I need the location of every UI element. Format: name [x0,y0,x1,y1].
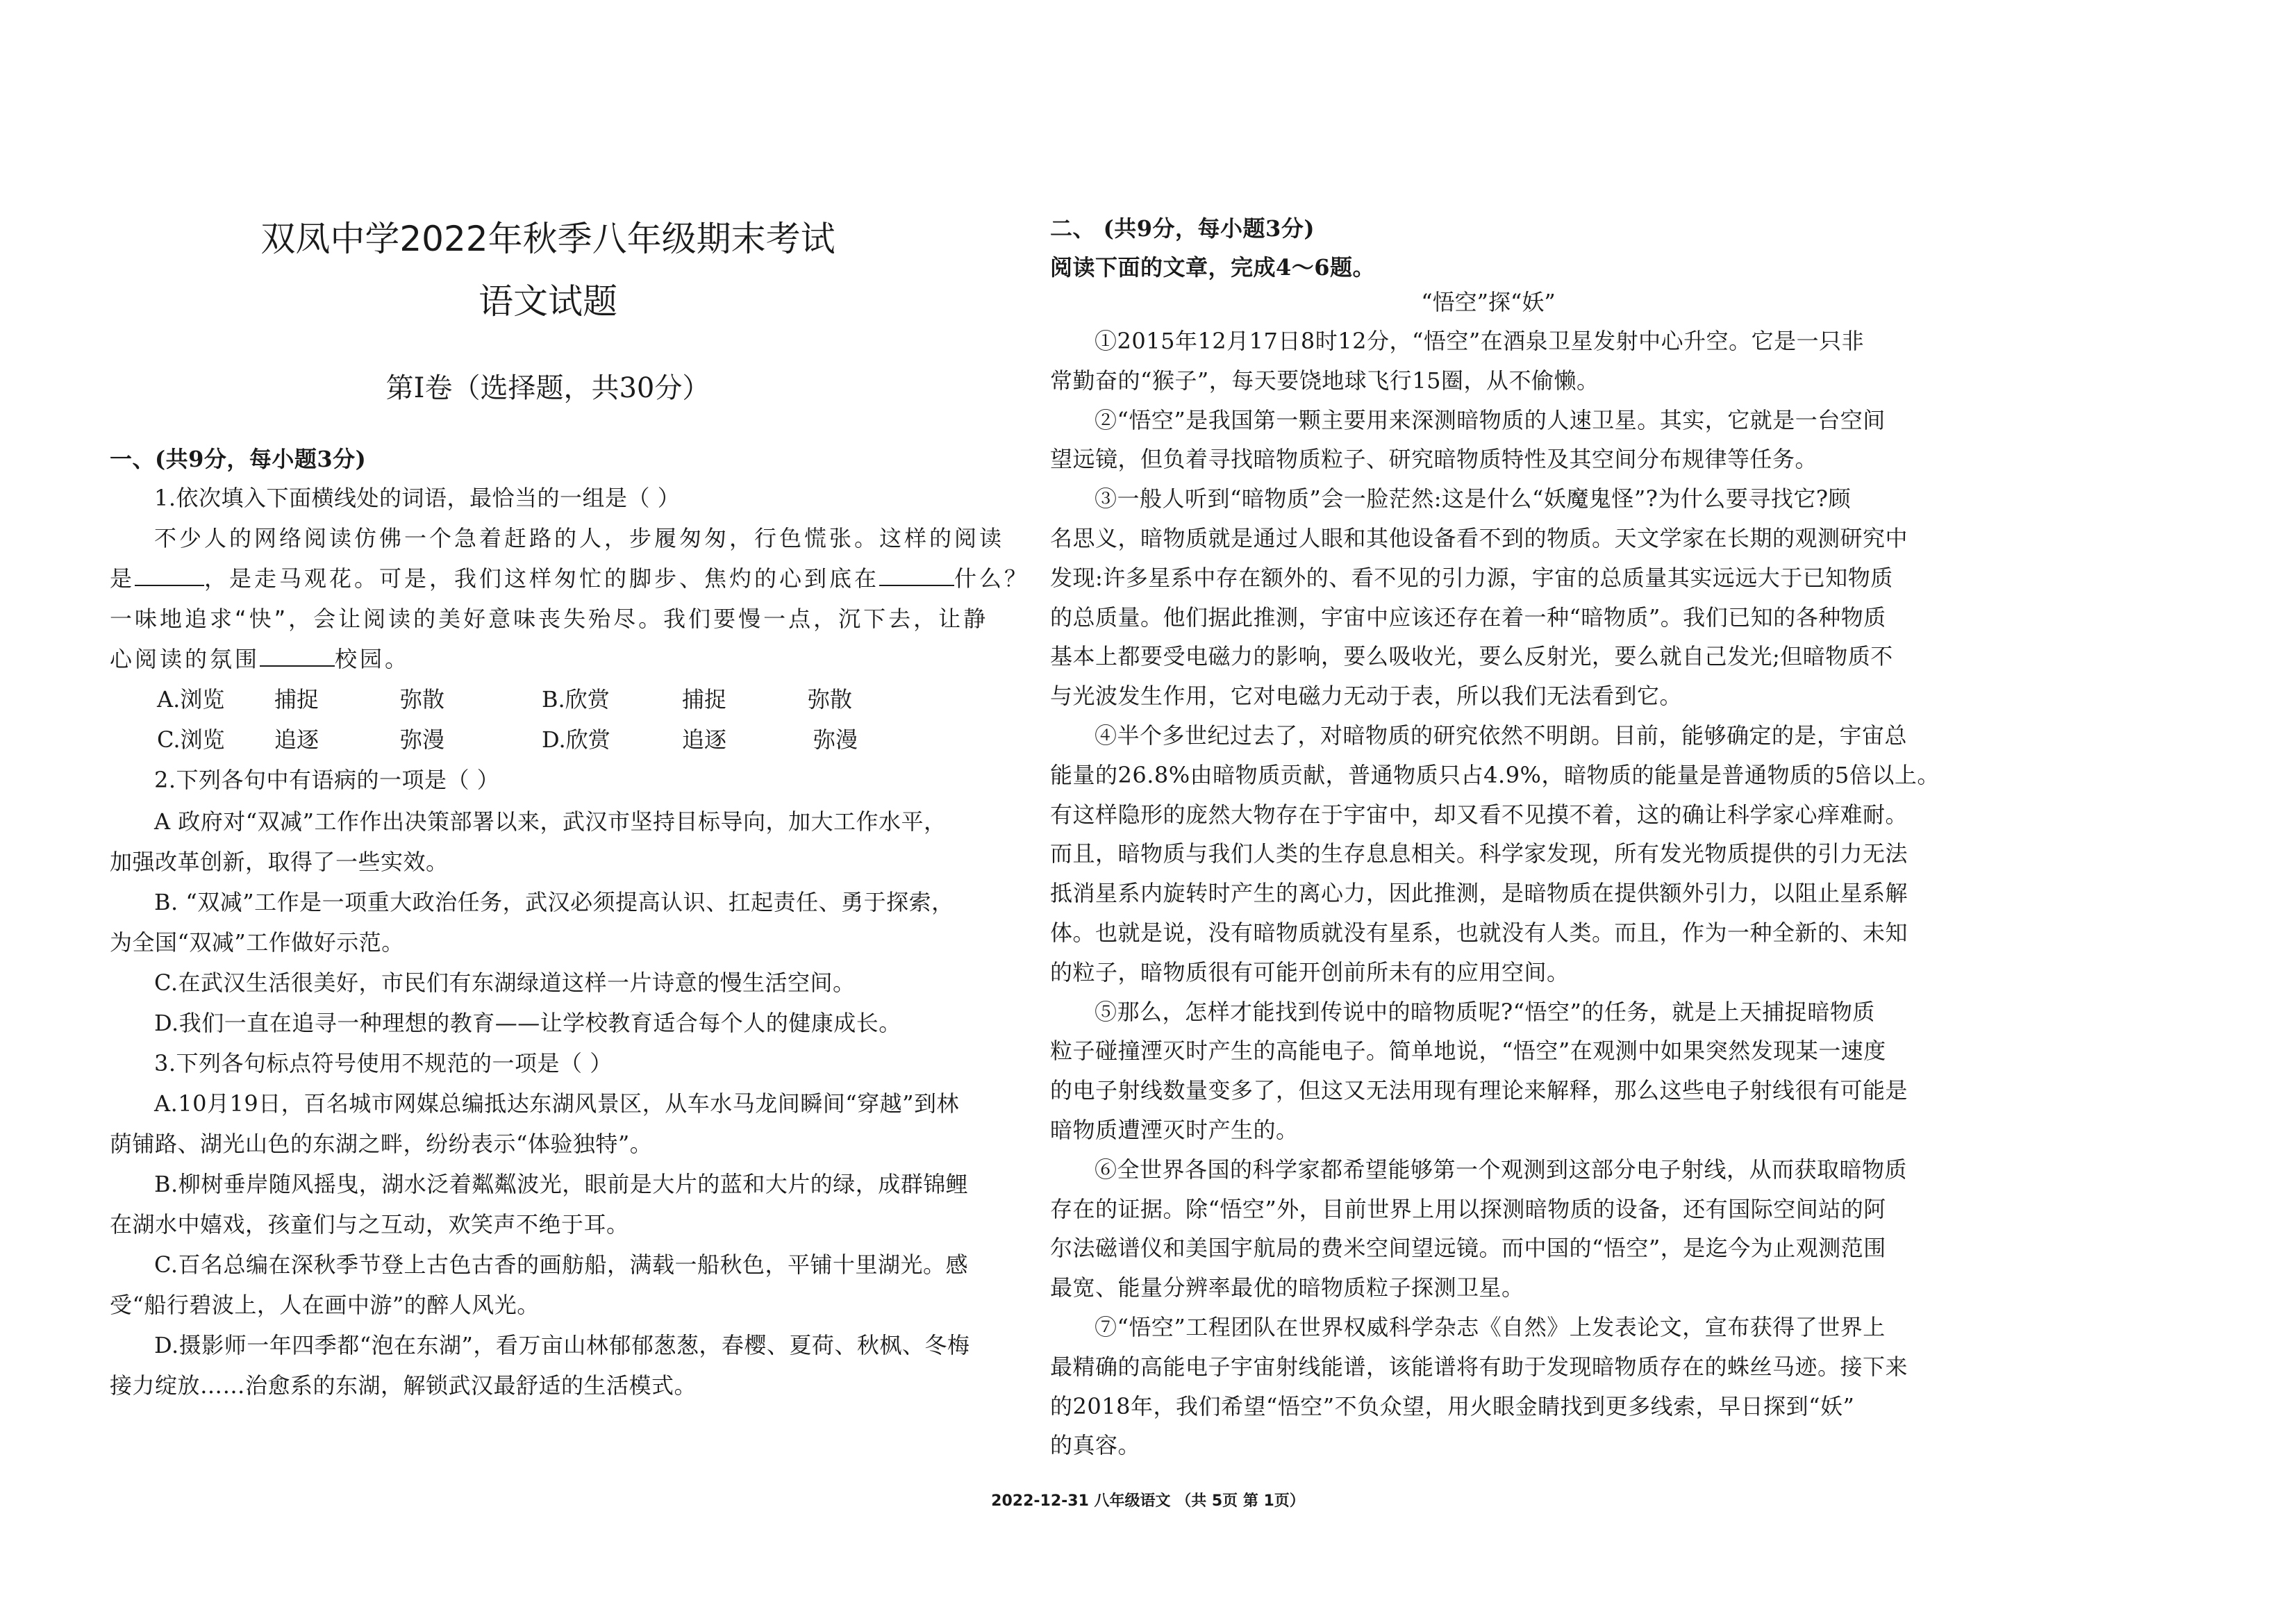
question-1: 1.依次填入下面横线处的词语，最恰当的一组是（ ） [154,485,681,511]
option-a-label: A.浏览 [157,686,225,713]
paragraph-start-line: ④半个多世纪过去了，对暗物质的研究依然不明朗。目前，能够确定的是，宇宙总 [1095,722,1908,749]
article-line: 基本上都要受电磁力的影响，要么吸收光，要么反射光，要么就自己发光;但暗物质不 [1050,643,1893,669]
option-d-word: 追逐 [682,726,727,753]
option-b-label: B.欣赏 [542,686,610,713]
option-c-label: C.浏览 [157,726,225,753]
article-line: 而且，暗物质与我们人类的生存息息相关。科学家发现，所有发光物质提供的引力无法 [1050,840,1908,867]
article-line: 有这样隐形的庞然大物存在于宇宙中，却又看不见摸不着，这的确让科学家心痒难耐。 [1050,801,1908,828]
fill-blank [135,565,204,586]
text: ，是走马观花。可是，我们这样匆忙的脚步、焦灼的心到底在 [204,565,880,592]
paragraph-start-line: ③一般人听到“暗物质”会一脸茫然:这是什么“妖魔鬼怪”?为什么要寻找它?顾 [1095,485,1852,512]
passage-line: 一味地追求“快”，会让阅读的美好意味丧失殆尽。我们要慢一点，沉下去，让静 [110,606,989,632]
fill-blank [260,646,335,667]
question-2-option-a: A 政府对“双减”工作作出决策部署以来，武汉市坚持目标导向，加大工作水平， [154,808,947,835]
question-2-option-a-cont: 加强改革创新，取得了一些实效。 [110,849,449,875]
paragraph-start-line: ②“悟空”是我国第一颗主要用来深测暗物质的人速卫星。其实，它就是一台空间 [1095,407,1886,433]
option-d-label: D.欣赏 [542,726,610,753]
option-d-word: 弥漫 [813,726,858,753]
article-line: 暗物质遭湮灭时产生的。 [1050,1117,1299,1143]
article-line: 的真容。 [1050,1432,1141,1458]
passage-line: 不少人的网络阅读仿佛一个急着赶路的人，步履匆匆，行色慌张。这样的阅读 [154,525,1005,551]
section-two-heading: 二、 (共9分，每小题3分) [1050,215,1315,242]
article-line: 的2018年，我们希望“悟空”不负众望，用火眼金睛找到更多线索，早日探到“妖” [1050,1393,1855,1420]
option-c-word: 弥漫 [400,726,445,753]
article-line: 与光波发生作用，它对电磁力无动于表，所以我们无法看到它。 [1050,683,1683,709]
page-footer: 2022-12-31 八年级语文 （共 5页 第 1页） [991,1492,1305,1510]
question-2-option-d: D.我们一直在追寻一种理想的教育——让学校教育适合每个人的健康成长。 [154,1010,901,1036]
exam-subtitle: 语文试题 [479,281,617,322]
option-c-word: 追逐 [274,726,319,753]
paragraph-start-line: ①2015年12月17日8时12分，“悟空”在酒泉卫星发射中心升空。它是一只非 [1095,328,1865,354]
question-3-option-d: D.摄影师一年四季都“泡在东湖”，看万亩山林郁郁葱葱，春樱、夏荷、秋枫、冬梅 [154,1332,970,1358]
article-line: 粒子碰撞湮灭时产生的高能电子。简单地说，“悟空”在观测中如果突然发现某一速度 [1050,1038,1886,1064]
question-2-option-b: B. “双减”工作是一项重大政治任务，武汉必须提高认识、扛起责任、勇于探索， [154,889,954,915]
option-a-word: 捕捉 [274,686,319,713]
article-line: 能量的26.8%由暗物质贡献，普通物质只占4.9%，暗物质的能量是普通物质的5倍以上。 [1050,762,1940,788]
question-3: 3.下列各句标点符号使用不规范的一项是（ ） [154,1050,613,1076]
fill-blank [879,565,954,586]
reading-instruction: 阅读下面的文章，完成4～6题。 [1050,254,1376,281]
question-2: 2.下列各句中有语病的一项是（ ） [154,767,500,793]
option-a-word: 弥散 [400,686,445,713]
section-one-heading: 一、(共9分，每小题3分) [110,446,367,472]
article-line: 最精确的高能电子宇宙射线能谱，该能谱将有助于发现暗物质存在的蛛丝马迹。接下来 [1050,1354,1908,1380]
question-3-option-c: C.百名总编在深秋季节登上古色古香的画舫船，满载一船秋色，平铺十里湖光。感 [154,1251,969,1278]
question-3-option-c-cont: 受“船行碧波上，人在画中游”的醉人风光。 [110,1292,540,1318]
question-3-option-b: B.柳树垂岸随风摇曳，湖水泛着粼粼波光，眼前是大片的蓝和大片的绿，成群锦鲤 [154,1171,969,1197]
volume-heading: 第Ⅰ卷（选择题，共30分） [385,372,710,404]
paragraph-start-line: ⑦“悟空”工程团队在世界权威科学杂志《自然》上发表论文，宣布获得了世界上 [1095,1314,1886,1340]
exam-title: 双凤中学2022年秋季八年级期末考试 [260,219,835,259]
question-2-option-b-cont: 为全国“双减”工作做好示范。 [110,929,404,956]
question-3-option-a-cont: 荫铺路、湖光山色的东湖之畔，纷纷表示“体验独特”。 [110,1131,653,1157]
question-2-option-c: C.在武汉生活很美好，市民们有东湖绿道这样一片诗意的慢生活空间。 [154,969,856,996]
question-3-option-a: A.10月19日，百名城市网媒总编抵达东湖风景区，从车水马龙间瞬间“穿越”到林 [154,1090,959,1117]
text: 校园。 [335,646,410,672]
text: 心阅读的氛围 [110,646,260,672]
article-line: 抵消星系内旋转时产生的离心力，因此推测，是暗物质在提供额外引力，以阻止星系解 [1050,880,1908,906]
paragraph-start-line: ⑥全世界各国的科学家都希望能够第一个观测到这部分电子射线，从而获取暗物质 [1095,1156,1908,1183]
article-line: 名思义，暗物质就是通过人眼和其他设备看不到的物质。天文学家在长期的观测研究中 [1050,525,1908,551]
article-line: 的电子射线数量变多了，但这又无法用现有理论来解释，那么这些电子射线很有可能是 [1050,1077,1908,1104]
question-3-option-d-cont: 接力绽放……治愈系的东湖，解锁武汉最舒适的生活模式。 [110,1372,697,1399]
question-3-option-b-cont: 在湖水中嬉戏，孩童们与之互动，欢笑声不绝于耳。 [110,1211,629,1238]
article-line: 发现:许多星系中存在额外的、看不见的引力源，宇宙的总质量其实远远大于已知物质 [1050,565,1893,591]
article-line: 存在的证据。除“悟空”外，目前世界上用以探测暗物质的设备，还有国际空间站的阿 [1050,1196,1886,1222]
article-line: 最宽、能量分辨率最优的暗物质粒子探测卫星。 [1050,1274,1524,1301]
article-line: 常勤奋的“猴子”，每天要饶地球飞行15圈，从不偷懒。 [1050,367,1599,394]
option-b-word: 弥散 [808,686,853,713]
article-title: “悟空”探“妖” [1421,289,1556,315]
paragraph-start-line: ⑤那么，怎样才能找到传说中的暗物质呢?“悟空”的任务，就是上天捕捉暗物质 [1095,999,1875,1025]
passage-line [110,565,1029,592]
option-b-word: 捕捉 [682,686,727,713]
article-line: 体。也就是说，没有暗物质就没有星系，也就没有人类。而且，作为一种全新的、未知 [1050,919,1908,946]
article-line: 的粒子，暗物质很有可能开创前所未有的应用空间。 [1050,959,1570,985]
article-line: 的总质量。他们据此推测，宇宙中应该还存在着一种“暗物质”。我们已知的各种物质 [1050,604,1886,631]
text: 是 [110,565,135,592]
article-line: 尔法磁谱仪和美国宇航局的费米空间望远镜。而中国的“悟空”，是迄今为止观测范围 [1050,1235,1886,1261]
text: 什么？ [954,565,1030,592]
article-line: 望远镜，但负着寻找暗物质粒子、研究暗物质特性及其空间分布规律等任务。 [1050,446,1818,472]
passage-line [110,645,410,673]
